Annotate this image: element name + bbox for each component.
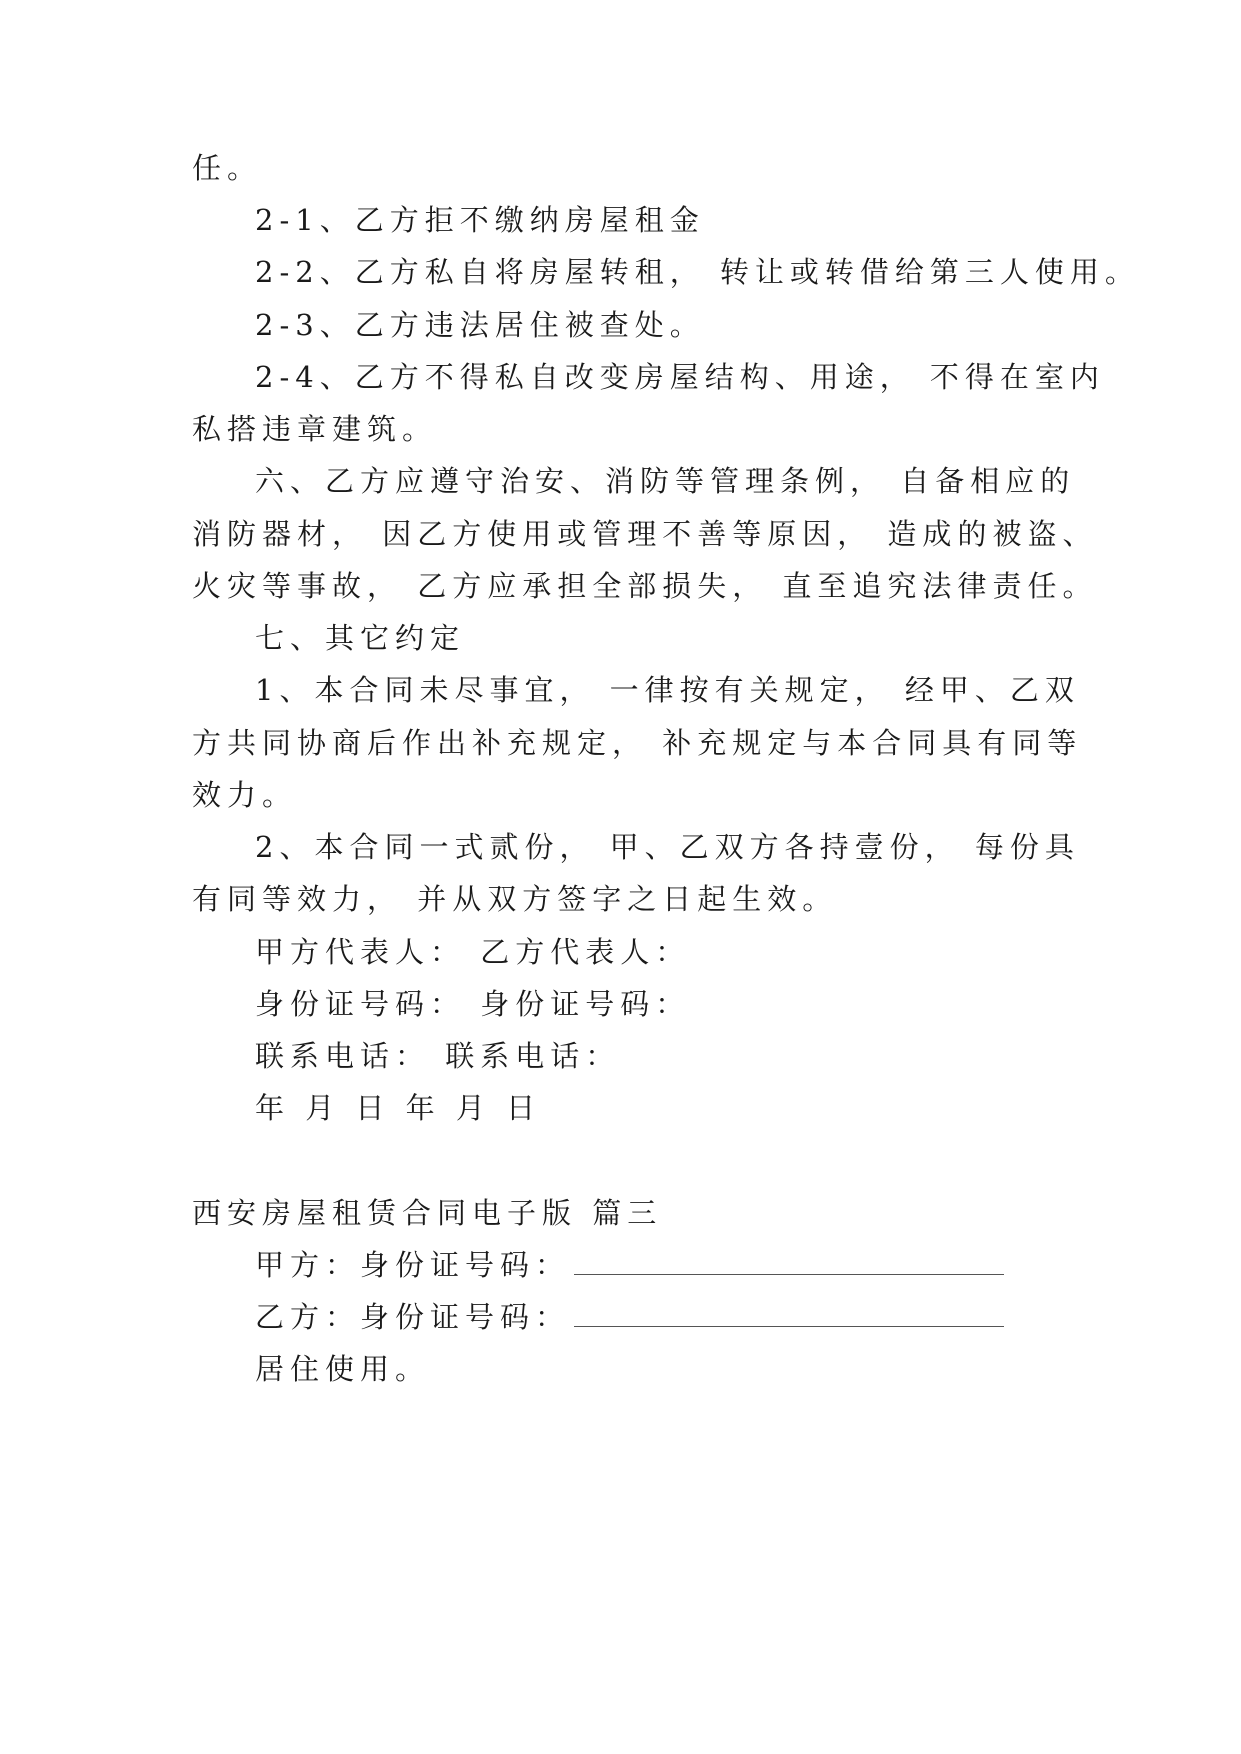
section-title: 西安房屋租赁合同电子版 篇三	[192, 1196, 663, 1230]
paragraph-line: 2、本合同一式贰份， 甲、乙双方各持壹份， 每份具	[255, 830, 1080, 864]
paragraph-line: 2-4、乙方不得私自改变房屋结构、用途， 不得在室内	[255, 360, 1105, 394]
paragraph-line: 2-3、乙方违法居住被查处。	[255, 308, 705, 342]
fill-in-label: 甲方：身份证号码：	[255, 1248, 571, 1282]
signature-line: 甲方代表人： 乙方代表人：	[255, 935, 691, 969]
paragraph-line: 2-2、乙方私自将房屋转租， 转让或转借给第三人使用。	[255, 255, 1140, 289]
paragraph-line: 消防器材， 因乙方使用或管理不善等原因， 造成的被盗、	[192, 517, 1098, 551]
fill-in-line	[255, 1247, 1155, 1283]
paragraph-line: 有同等效力， 并从双方签字之日起生效。	[192, 882, 838, 916]
paragraph-line: 六、乙方应遵守治安、消防等管理条例， 自备相应的	[255, 464, 1076, 498]
paragraph-line: 效力。	[192, 778, 298, 812]
fill-in-label: 乙方：身份证号码：	[255, 1300, 571, 1334]
paragraph-line: 任。	[192, 151, 263, 185]
paragraph-line: 方共同协商后作出补充规定， 补充规定与本合同具有同等	[192, 726, 1083, 760]
paragraph-line: 私搭违章建筑。	[192, 412, 438, 446]
paragraph-line: 1、本合同未尽事宜， 一律按有关规定， 经甲、乙双	[255, 673, 1080, 707]
paragraph-line: 2-1、乙方拒不缴纳房屋租金	[255, 203, 705, 237]
signature-line: 联系电话： 联系电话：	[255, 1039, 621, 1073]
paragraph-line: 居住使用。	[255, 1352, 431, 1386]
signature-line: 身份证号码： 身份证号码：	[255, 987, 691, 1021]
paragraph-line: 火灾等事故， 乙方应承担全部损失， 直至追究法律责任。	[192, 569, 1098, 603]
blank-underline	[574, 1304, 1004, 1327]
date-line: 年 月 日 年 月 日	[255, 1091, 542, 1125]
blank-underline	[574, 1252, 1004, 1275]
fill-in-line	[255, 1299, 1155, 1335]
section-heading: 七、其它约定	[255, 621, 466, 655]
